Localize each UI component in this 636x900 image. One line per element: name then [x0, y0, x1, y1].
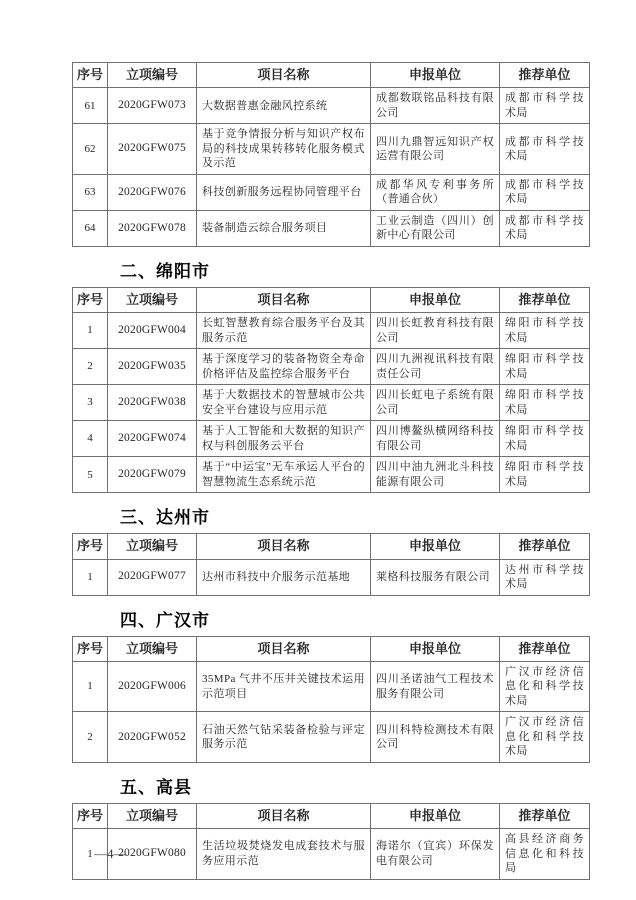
- row-number: 1: [73, 829, 108, 880]
- column-header: 推荐单位: [500, 534, 590, 559]
- project-name-cell: 基于深度学习的装备物资全寿命价格评估及监控综合服务平台: [197, 349, 371, 385]
- recommending-unit-cell: 成都市科学技术局: [500, 124, 590, 175]
- table-row: [73, 349, 590, 385]
- applicant-unit-cell: 四川九洲视讯科技有限责任公司: [371, 349, 500, 385]
- project-code-cell: 2020GFW076: [108, 174, 197, 210]
- row-number: 1: [73, 661, 108, 712]
- project-name-cell: 大数据普惠金融风控系统: [197, 88, 371, 124]
- recommending-unit-cell: 绵阳市科学技术局: [500, 349, 590, 385]
- project-code-cell: 2020GFW074: [108, 421, 197, 457]
- column-header: 立项编号: [108, 534, 197, 559]
- project-code-cell: 2020GFW052: [108, 712, 197, 763]
- table-row: [73, 559, 590, 595]
- project-name-cell: 达州市科技中介服务示范基地: [197, 559, 371, 595]
- column-header: 项目名称: [197, 534, 371, 559]
- project-name-cell: 基于人工智能和大数据的知识产权与科创服务云平台: [197, 421, 371, 457]
- table-header-row: [73, 803, 590, 828]
- applicant-unit-cell: 海诺尔（宜宾）环保发电有限公司: [371, 829, 500, 880]
- applicant-unit-cell: 四川科特检测技术有限公司: [371, 712, 500, 763]
- table-row: [73, 829, 590, 880]
- applicant-unit-cell: 四川九鼎智远知识产权运营有限公司: [371, 124, 500, 175]
- column-header: 申报单位: [371, 803, 500, 828]
- project-code-cell: 2020GFW004: [108, 313, 197, 349]
- table-header-row: [73, 63, 590, 88]
- applicant-unit-cell: 莱格科技服务有限公司: [371, 559, 500, 595]
- column-header: 序号: [73, 803, 108, 828]
- table-header-row: [73, 287, 590, 312]
- project-name-cell: 35MPa 气井不压井关键技术运用示范项目: [197, 661, 371, 712]
- project-name-cell: 生活垃圾焚烧发电成套技术与服务应用示范: [197, 829, 371, 880]
- column-header: 立项编号: [108, 636, 197, 661]
- project-code-cell: 2020GFW079: [108, 457, 197, 493]
- row-number: 5: [73, 457, 108, 493]
- table-header-row: [73, 534, 590, 559]
- project-name-cell: 科技创新服务远程协同管理平台: [197, 174, 371, 210]
- table-row: [73, 174, 590, 210]
- column-header: 推荐单位: [500, 636, 590, 661]
- project-code-cell: 2020GFW035: [108, 349, 197, 385]
- projects-table: [72, 62, 590, 247]
- applicant-unit-cell: 四川长虹电子系统有限公司: [371, 385, 500, 421]
- project-code-cell: 2020GFW073: [108, 88, 197, 124]
- recommending-unit-cell: 成都市科学技术局: [500, 210, 590, 246]
- column-header: 项目名称: [197, 636, 371, 661]
- applicant-unit-cell: 四川博鳌纵横网络科技有限公司: [371, 421, 500, 457]
- table-header: [73, 803, 590, 828]
- section-title: 三、达州市: [120, 508, 210, 528]
- applicant-unit-cell: 成都华风专利事务所（普通合伙）: [371, 174, 500, 210]
- row-number: 1: [73, 559, 108, 595]
- section-title: 四、广汉市: [120, 610, 210, 630]
- projects-table: [72, 636, 590, 763]
- project-name-cell: 基于竞争情报分析与知识产权布局的科技成果转移转化服务模式及示范: [197, 124, 371, 175]
- project-code-cell: 2020GFW077: [108, 559, 197, 595]
- recommending-unit-cell: 成都市科学技术局: [500, 88, 590, 124]
- table-row: [73, 385, 590, 421]
- table-row: [73, 661, 590, 712]
- recommending-unit-cell: 绵阳市科学技术局: [500, 313, 590, 349]
- row-number: 61: [73, 88, 108, 124]
- applicant-unit-cell: 四川长虹教育科技有限公司: [371, 313, 500, 349]
- project-code-cell: 2020GFW078: [108, 210, 197, 246]
- table-row: [73, 457, 590, 493]
- project-name-cell: 基于大数据技术的智慧城市公共安全平台建设与应用示范: [197, 385, 371, 421]
- document-section: [72, 606, 584, 763]
- column-header: 序号: [73, 63, 108, 88]
- table-header: [73, 63, 590, 88]
- column-header: 项目名称: [197, 63, 371, 88]
- column-header: 序号: [73, 534, 108, 559]
- projects-table: [72, 533, 590, 595]
- applicant-unit-cell: 四川圣诺油气工程技术服务有限公司: [371, 661, 500, 712]
- project-name-cell: 装备制造云综合服务项目: [197, 210, 371, 246]
- column-header: 推荐单位: [500, 803, 590, 828]
- table-header: [73, 287, 590, 312]
- recommending-unit-cell: 绵阳市科学技术局: [500, 385, 590, 421]
- projects-table: [72, 803, 590, 880]
- applicant-unit-cell: 工业云制造（四川）创新中心有限公司: [371, 210, 500, 246]
- recommending-unit-cell: 绵阳市科学技术局: [500, 421, 590, 457]
- column-header: 立项编号: [108, 803, 197, 828]
- project-name-cell: 基于“中运宝”无车承运人平台的智慧物流生态系统示范: [197, 457, 371, 493]
- projects-table: [72, 287, 590, 493]
- row-number: 3: [73, 385, 108, 421]
- document-section: [72, 62, 584, 247]
- column-header: 申报单位: [371, 287, 500, 312]
- table-header: [73, 534, 590, 559]
- section-title: 五、高县: [120, 777, 192, 797]
- section-title: 二、绵阳市: [120, 261, 210, 281]
- project-code-cell: 2020GFW038: [108, 385, 197, 421]
- row-number: 2: [73, 349, 108, 385]
- column-header: 申报单位: [371, 636, 500, 661]
- document-section: [72, 773, 584, 880]
- recommending-unit-cell: 广汉市经济信息化和科学技术局: [500, 661, 590, 712]
- table-row: [73, 210, 590, 246]
- project-code-cell: 2020GFW080: [108, 829, 197, 880]
- recommending-unit-cell: 达州市科学技术局: [500, 559, 590, 595]
- row-number: 2: [73, 712, 108, 763]
- column-header: 推荐单位: [500, 287, 590, 312]
- table-header-row: [73, 636, 590, 661]
- table-row: [73, 712, 590, 763]
- column-header: 序号: [73, 636, 108, 661]
- table-row: [73, 124, 590, 175]
- column-header: 项目名称: [197, 287, 371, 312]
- recommending-unit-cell: 广汉市经济信息化和科学技术局: [500, 712, 590, 763]
- row-number: 63: [73, 174, 108, 210]
- applicant-unit-cell: 四川中油九洲北斗科技能源有限公司: [371, 457, 500, 493]
- table-row: [73, 313, 590, 349]
- column-header: 申报单位: [371, 63, 500, 88]
- table-header: [73, 636, 590, 661]
- project-name-cell: 长虹智慧教育综合服务平台及其服务示范: [197, 313, 371, 349]
- column-header: 推荐单位: [500, 63, 590, 88]
- recommending-unit-cell: 绵阳市科学技术局: [500, 457, 590, 493]
- row-number: 64: [73, 210, 108, 246]
- column-header: 立项编号: [108, 63, 197, 88]
- document-section: [72, 503, 584, 595]
- row-number: 4: [73, 421, 108, 457]
- column-header: 项目名称: [197, 803, 371, 828]
- recommending-unit-cell: 成都市科学技术局: [500, 174, 590, 210]
- document-content: [72, 60, 584, 880]
- project-code-cell: 2020GFW006: [108, 661, 197, 712]
- applicant-unit-cell: 成都数联铭品科技有限公司: [371, 88, 500, 124]
- project-code-cell: 2020GFW075: [108, 124, 197, 175]
- page-number: —4—: [94, 846, 127, 861]
- document-section: [72, 257, 584, 493]
- row-number: 62: [73, 124, 108, 175]
- table-row: [73, 88, 590, 124]
- column-header: 序号: [73, 287, 108, 312]
- recommending-unit-cell: 高县经济商务信息化和科技局: [500, 829, 590, 880]
- project-name-cell: 石油天然气钻采装备检验与评定服务示范: [197, 712, 371, 763]
- column-header: 申报单位: [371, 534, 500, 559]
- row-number: 1: [73, 313, 108, 349]
- column-header: 立项编号: [108, 287, 197, 312]
- table-row: [73, 421, 590, 457]
